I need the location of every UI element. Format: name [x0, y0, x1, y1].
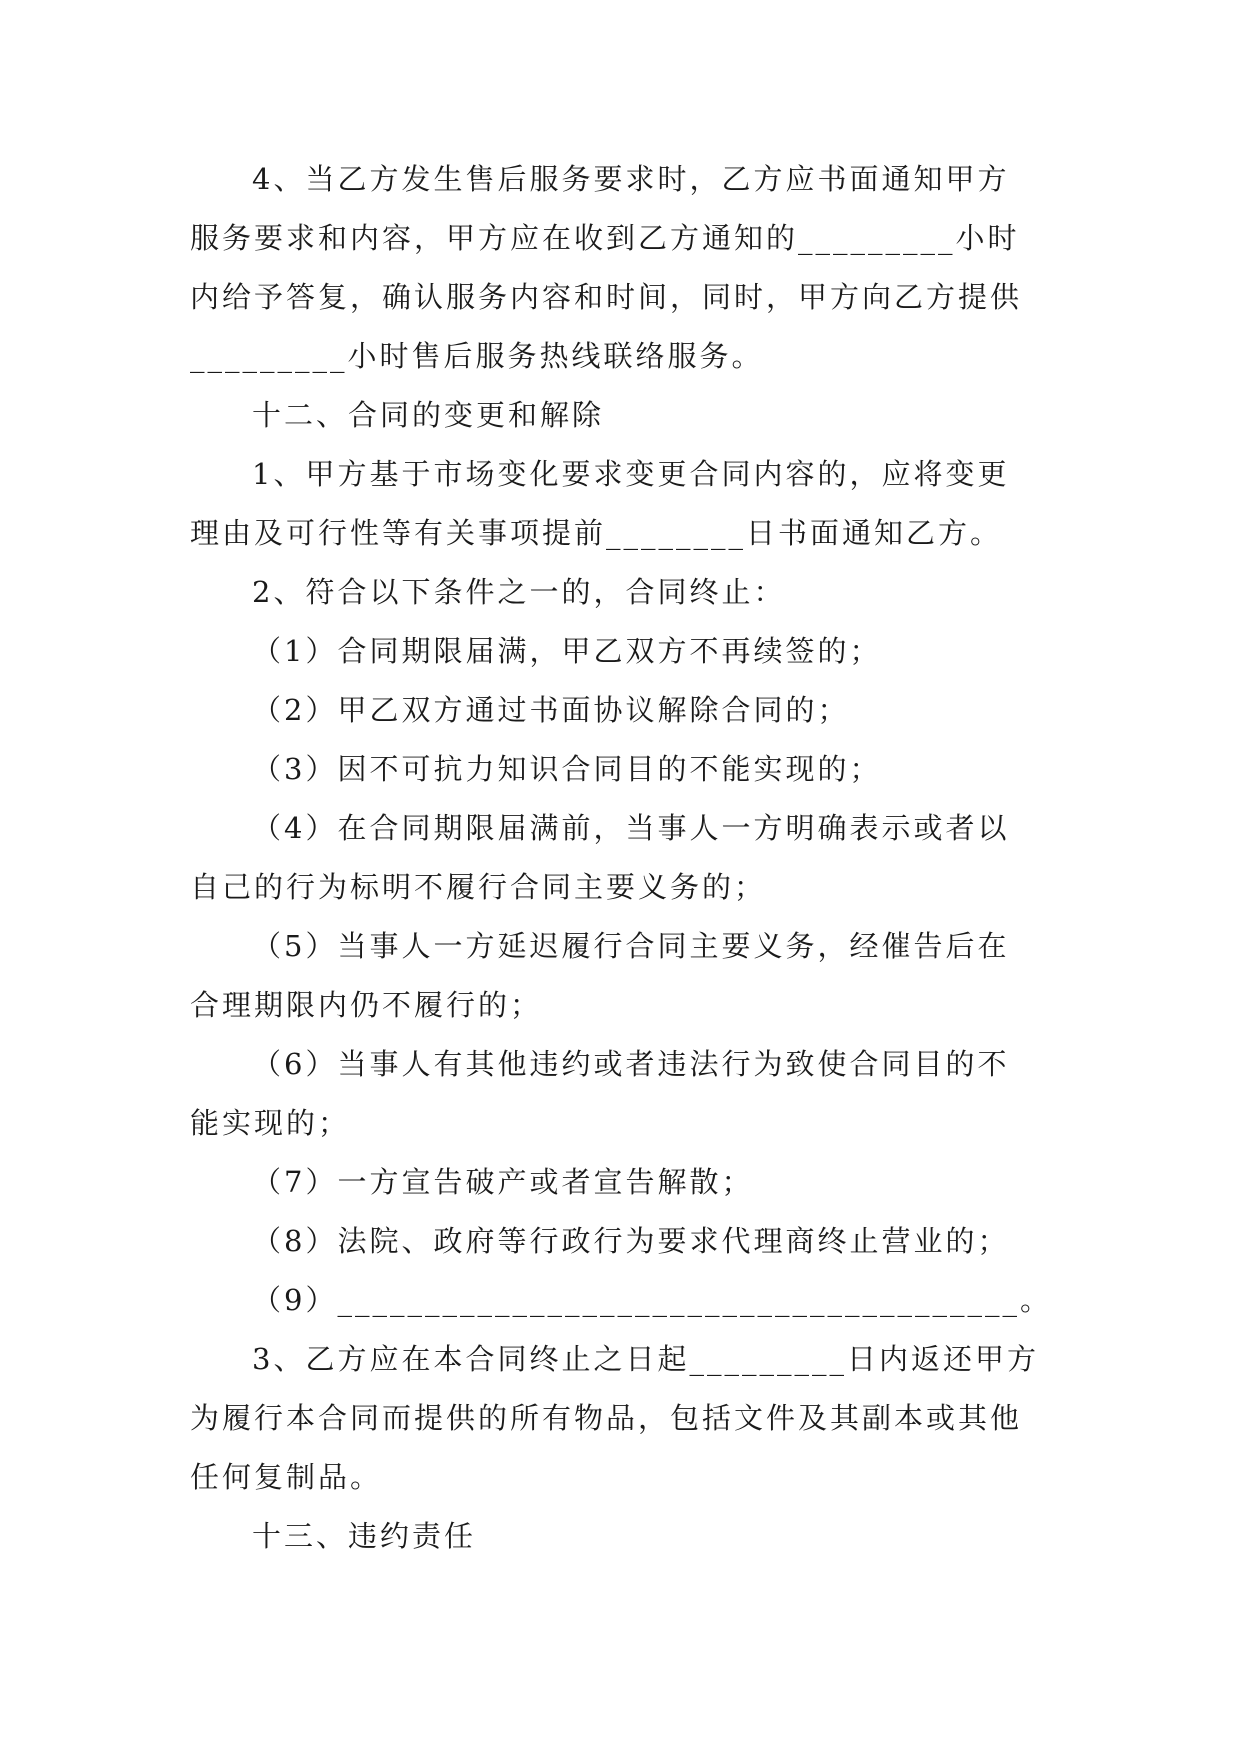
- heading-text: 十二、合同的变更和解除: [252, 398, 605, 432]
- paragraph-line: （5）当事人一方延迟履行合同主要义务，经催告后在: [252, 929, 1010, 963]
- paragraph-line: 4、当乙方发生售后服务要求时，乙方应书面通知甲方: [252, 162, 1010, 196]
- paragraph-line: 能实现的；: [190, 1106, 351, 1140]
- list-item-9: [190, 1271, 1052, 1330]
- heading-text: 十三、违约责任: [252, 1519, 477, 1553]
- list-item-7: [190, 1153, 1052, 1212]
- paragraph-line: （2）甲乙双方通过书面协议解除合同的；: [252, 693, 850, 727]
- clause-11-4-paragraph: [190, 150, 1052, 386]
- paragraph-line: 为履行本合同而提供的所有物品，包括文件及其副本或其他: [190, 1401, 1023, 1435]
- list-item-3: [190, 740, 1052, 799]
- paragraph-line: 理由及可行性等有关事项提前________日书面通知乙方。: [190, 516, 1003, 550]
- section-heading-13: [190, 1507, 1052, 1566]
- paragraph-line: 2、符合以下条件之一的，合同终止：: [252, 575, 786, 609]
- paragraph-line: （9）_______________________________________。: [252, 1283, 1052, 1317]
- clause-12-1-paragraph: [190, 445, 1052, 563]
- paragraph-line: 3、乙方应在本合同终止之日起_________日内返还甲方: [252, 1342, 1039, 1376]
- list-item-2: [190, 681, 1052, 740]
- paragraph-line: （7）一方宣告破产或者宣告解散；: [252, 1165, 754, 1199]
- paragraph-line: （8）法院、政府等行政行为要求代理商终止营业的；: [252, 1224, 1010, 1258]
- paragraph-line: （1）合同期限届满，甲乙双方不再续签的；: [252, 634, 882, 668]
- paragraph-line: （3）因不可抗力知识合同目的不能实现的；: [252, 752, 882, 786]
- paragraph-line: （6）当事人有其他违约或者违法行为致使合同目的不: [252, 1047, 1010, 1081]
- list-item-8: [190, 1212, 1052, 1271]
- paragraph-line: 服务要求和内容，甲方应在收到乙方通知的_________小时: [190, 221, 1020, 255]
- list-item-4: [190, 799, 1052, 917]
- paragraph-line: 自己的行为标明不履行合同主要义务的；: [190, 870, 767, 904]
- paragraph-line: 内给予答复，确认服务内容和时间，同时，甲方向乙方提供: [190, 280, 1023, 314]
- list-item-6: [190, 1035, 1052, 1153]
- document-page: [190, 150, 1052, 1566]
- clause-12-2-paragraph: [190, 563, 1052, 622]
- list-item-1: [190, 622, 1052, 681]
- paragraph-line: _________小时售后服务热线联络服务。: [190, 339, 764, 373]
- paragraph-line: 合理期限内仍不履行的；: [190, 988, 543, 1022]
- paragraph-line: （4）在合同期限届满前，当事人一方明确表示或者以: [252, 811, 1010, 845]
- section-heading-12: [190, 386, 1052, 445]
- list-item-5: [190, 917, 1052, 1035]
- paragraph-line: 任何复制品。: [190, 1460, 383, 1494]
- paragraph-line: 1、甲方基于市场变化要求变更合同内容的，应将变更: [252, 457, 1010, 491]
- clause-12-3-paragraph: [190, 1330, 1052, 1507]
